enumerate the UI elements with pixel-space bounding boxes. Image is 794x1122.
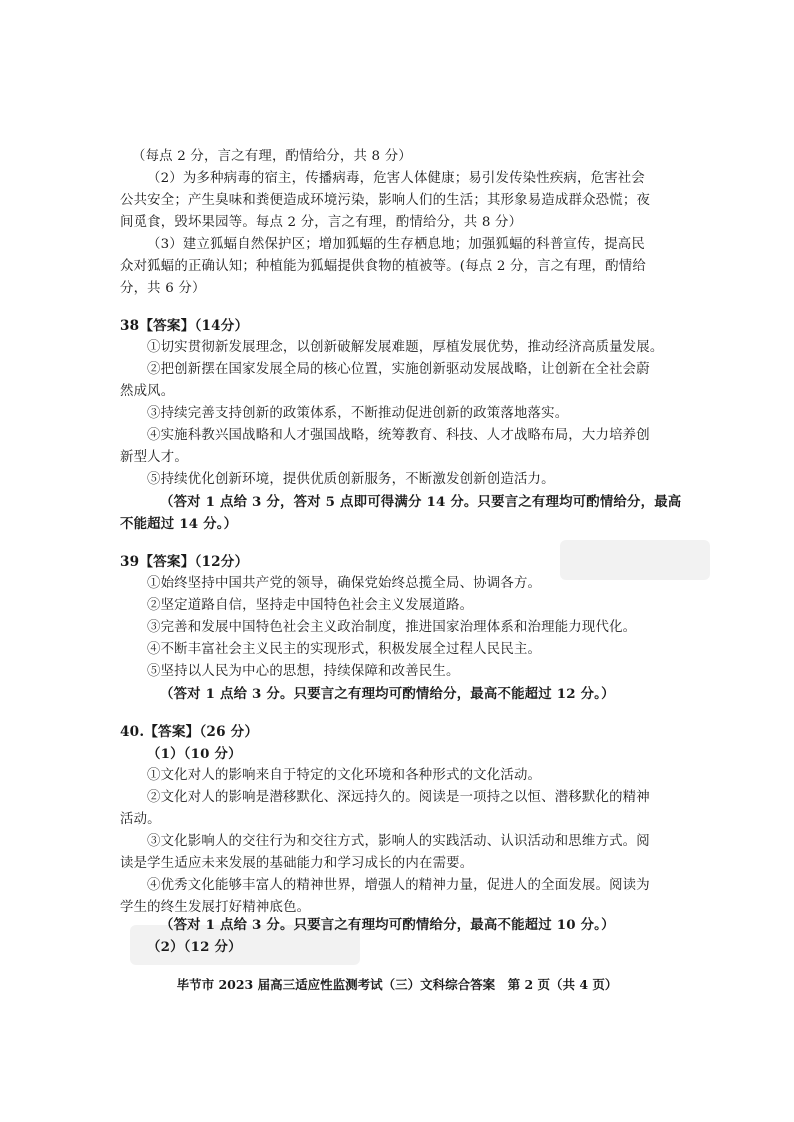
q40-part2-heading: （2）（12 分）: [147, 939, 242, 955]
q40-item-2-line1: ②文化对人的影响是潜移默化、深远持久的。阅读是一项持之以恒、潜移默化的精神: [147, 790, 650, 805]
q40-scoring-note: （答对 1 点给 3 分。只要言之有理均可酌情给分，最高不能超过 10 分。）: [160, 917, 615, 933]
q37-part3-line1: （3）建立狐蝠自然保护区；增加狐蝠的生存栖息地；加强狐蝠的科普宣传，提高民: [147, 237, 645, 252]
q40-part1-heading: （1）（10 分）: [147, 746, 242, 762]
q40-heading: 40.【答案】（26 分）: [120, 724, 259, 740]
q37-part2-line1: （2）为多种病毒的宿主，传播病毒，危害人体健康；易引发传染性疾病，危害社会: [147, 171, 645, 186]
q38-item-5: ⑤持续优化创新环境，提供优质创新服务，不断激发创新创造活力。: [147, 472, 555, 487]
q39-item-2: ②坚定道路自信，坚持走中国特色社会主义发展道路。: [147, 598, 474, 613]
q38-item-1: ①切实贯彻新发展理念，以创新破解发展难题，厚植发展优势，推动经济高质量发展。: [147, 340, 664, 355]
q38-item-2-line1: ②把创新摆在国家发展全局的核心位置，实施创新驱动发展战略，让创新在全社会蔚: [147, 362, 650, 377]
q38-heading: 38【答案】（14分）: [120, 318, 249, 334]
q37-scoring-note: （每点 2 分，言之有理，酌情给分，共 8 分）: [132, 149, 412, 164]
q40-item-2-line2: 活动。: [120, 812, 161, 827]
q37-part2-line2: 公共安全；产生臭味和粪便造成环境污染，影响人们的生活；其形象易造成群众恐慌；夜: [120, 193, 651, 208]
q38-item-4-line2: 新型人才。: [120, 450, 188, 465]
q38-scoring-note-line2: 不能超过 14 分。）: [120, 516, 238, 532]
scan-smudge: [560, 540, 710, 580]
q39-item-4: ④不断丰富社会主义民主的实现形式，积极发展全过程人民民主。: [147, 642, 542, 657]
q37-part3-line3: 分，共 6 分）: [120, 281, 206, 296]
q39-scoring-note: （答对 1 点给 3 分。只要言之有理均可酌情给分，最高不能超过 12 分。）: [160, 686, 615, 702]
q37-part3-line2: 众对狐蝠的正确认知；种植能为狐蝠提供食物的植被等。(每点 2 分，言之有理，酌情给: [120, 259, 646, 274]
q39-item-3: ③完善和发展中国特色社会主义政治制度，推进国家治理体系和治理能力现代化。: [147, 620, 637, 635]
q39-heading: 39【答案】（12分）: [120, 554, 249, 570]
q38-item-3: ③持续完善支持创新的政策体系，不断推动促进创新的政策落地落实。: [147, 406, 569, 421]
q38-item-2-line2: 然成风。: [120, 384, 175, 399]
q39-item-5: ⑤坚持以人民为中心的思想，持续保障和改善民生。: [147, 664, 460, 679]
q38-scoring-note-line1: （答对 1 点给 3 分，答对 5 点即可得满分 14 分。只要言之有理均可酌情给分，最高: [160, 494, 682, 510]
q40-item-3-line2: 读是学生适应未来发展的基础能力和学习成长的内在需要。: [120, 856, 474, 871]
q39-item-1: ①始终坚持中国共产党的领导，确保党始终总揽全局、协调各方。: [147, 576, 542, 591]
q37-part2-line3: 间觅食，毁坏果园等。每点 2 分，言之有理，酌情给分，共 8 分）: [120, 215, 523, 230]
q40-item-4-line1: ④优秀文化能够丰富人的精神世界，增强人的精神力量，促进人的全面发展。阅读为: [147, 878, 650, 893]
q38-item-4-line1: ④实施科教兴国战略和人才强国战略，统筹教育、科技、人才战略布局，大力培养创: [147, 428, 650, 443]
q40-item-3-line1: ③文化影响人的交往行为和交往方式，影响人的实践活动、认识活动和思维方式。阅: [147, 834, 650, 849]
page-footer: 毕节市 2023 届高三适应性监测考试（三）文科综合答案 第 2 页（共 4 页）: [176, 977, 618, 992]
q40-item-4-line2: 学生的终生发展打好精神底色。: [120, 900, 311, 915]
q40-item-1: ①文化对人的影响来自于特定的文化环境和各种形式的文化活动。: [147, 768, 542, 783]
